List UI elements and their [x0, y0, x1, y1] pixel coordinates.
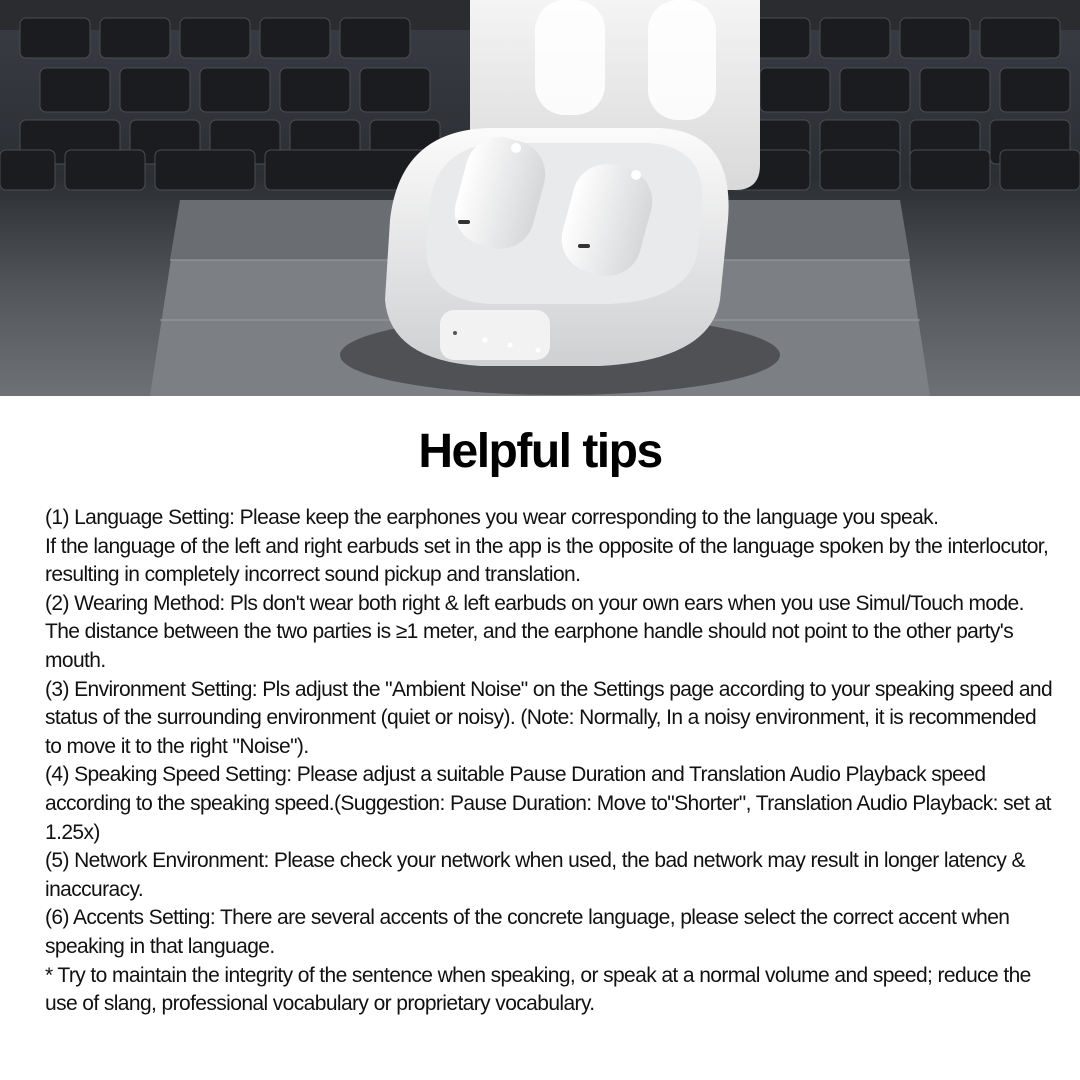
page-title: Helpful tips	[418, 425, 662, 478]
earbuds-case-illustration	[0, 0, 1080, 396]
tip-paragraph: (3) Environment Setting: Pls adjust the "Ambient Noise" on the Settings page according to your speaking speed and status of the surrounding environment (quiet or noisy). (Note: Normally, In a noisy environment, it is recommended to move it to the right "Noise").	[45, 677, 1053, 758]
hero-image	[0, 0, 1080, 396]
tip-paragraph: (2) Wearing Method: Pls don't wear both right & left earbuds on your own ears when you use Simul/Touch mode.	[45, 591, 1024, 615]
tips-list	[45, 504, 1055, 1019]
tip-paragraph: If the language of the left and right earbuds set in the app is the opposite of the language spoken by the interlocutor, resulting in completely incorrect sound pickup and translation.	[45, 534, 1049, 587]
tip-paragraph: (5) Network Environment: Please check your network when used, the bad network may result in longer latency & inaccuracy.	[45, 849, 1025, 901]
tip-paragraph: * Try to maintain the integrity of the sentence when speaking, or speak at a normal volume and speed; reduce the use of slang, professional vocabulary or proprietary vocabulary.	[45, 963, 1031, 1016]
tip-paragraph: (6) Accents Setting: There are several accents of the concrete language, please select the correct accent when speaking in that language.	[45, 906, 1010, 958]
tip-paragraph: (4) Speaking Speed Setting: Please adjust a suitable Pause Duration and Translation Audio Playback speed according to the speaking speed.(Suggestion: Pause Duration: Move to"Shorter", Translation Audio Playback: set at 1.25x)	[45, 763, 1051, 844]
tip-paragraph: The distance between the two parties is ≥1 meter, and the earphone handle should not point to the other party's mouth.	[45, 620, 1014, 672]
tip-paragraph: (1) Language Setting: Please keep the earphones you wear corresponding to the language you speak.	[45, 506, 939, 529]
